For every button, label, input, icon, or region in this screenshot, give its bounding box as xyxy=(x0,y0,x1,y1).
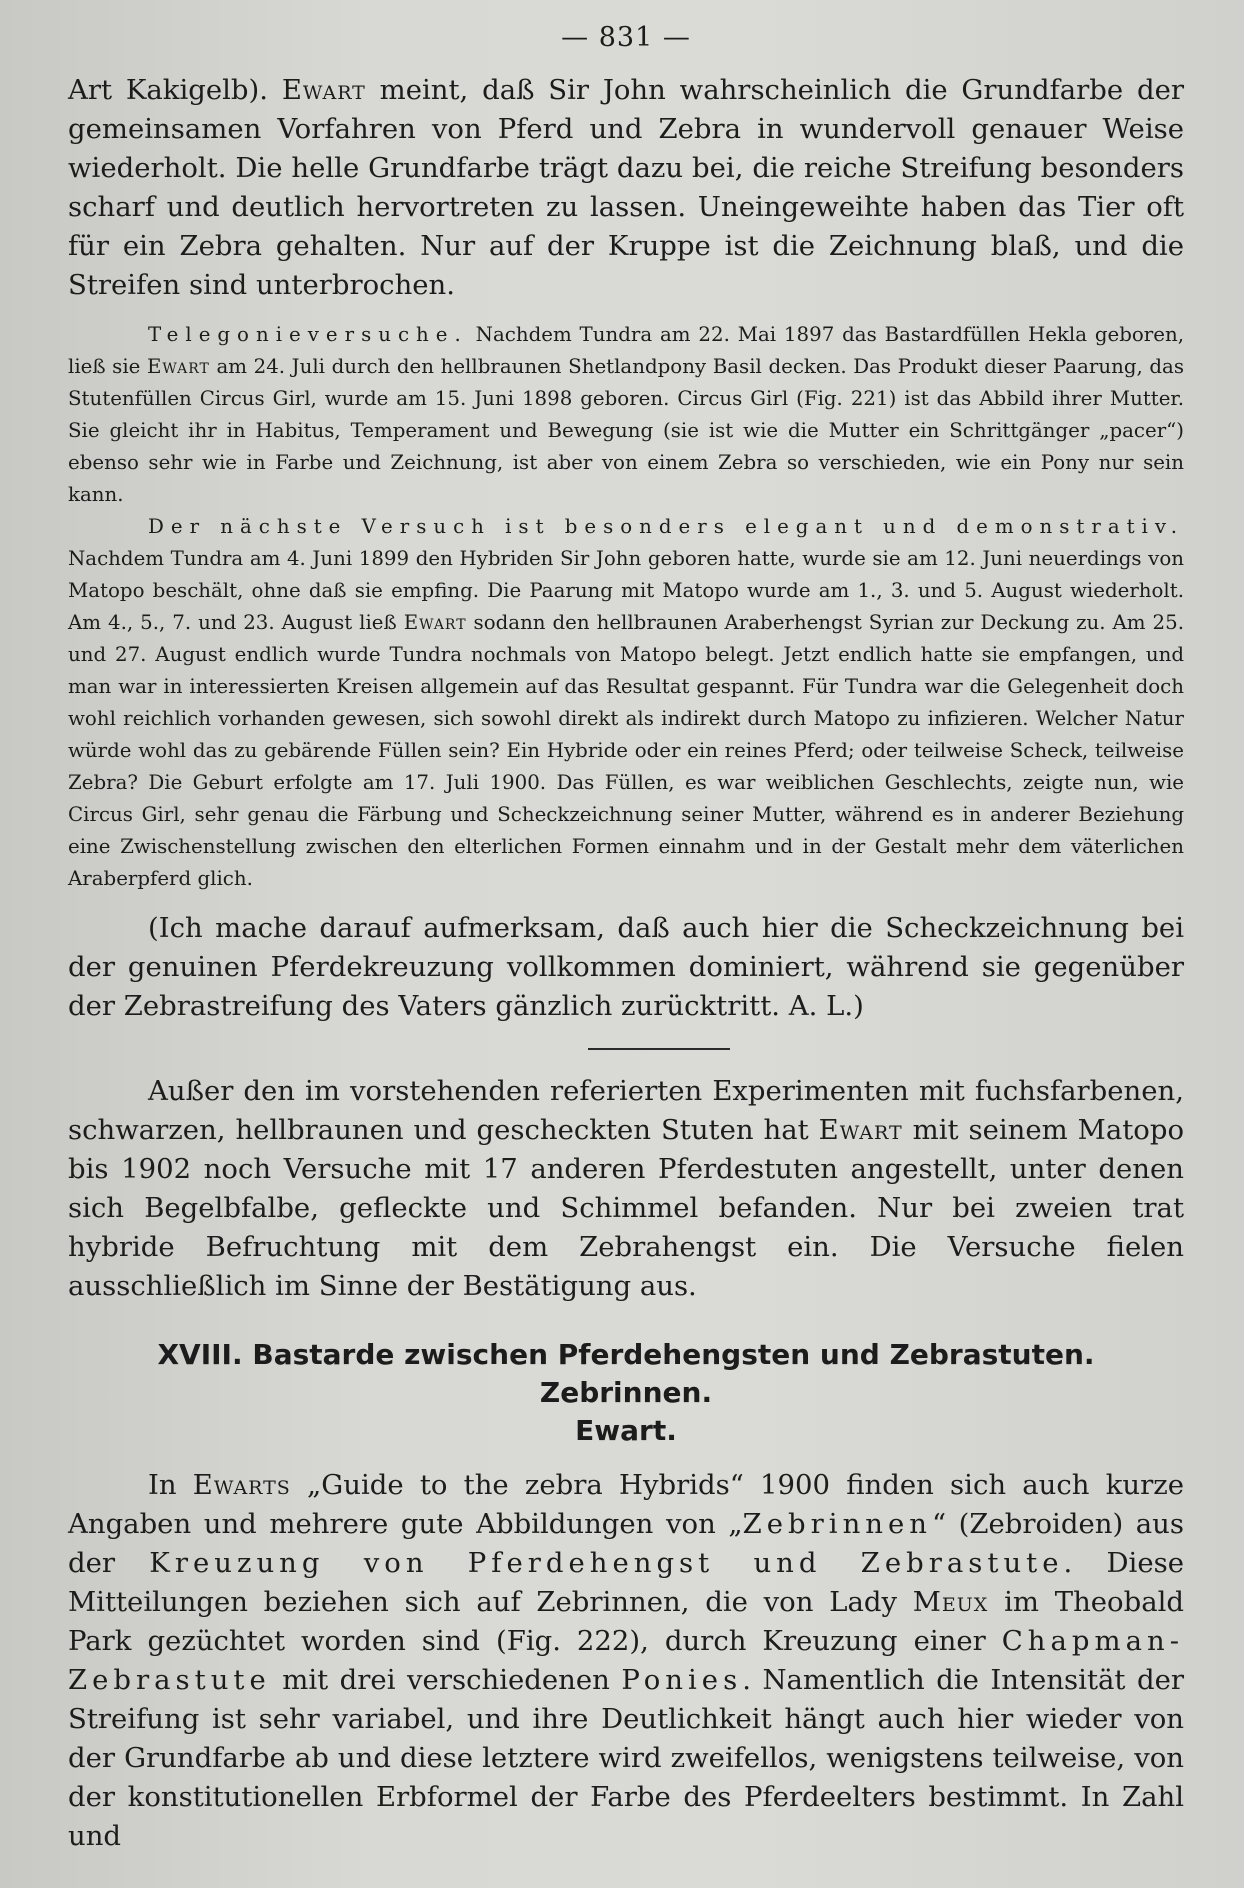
spaced-heading: Der nächste Versuch ist besonders elegant und demonstrativ. xyxy=(148,515,1184,538)
paragraph-1: Art Kakigelb). Ewart meint, daß Sir John wahrscheinlich die Grundfarbe der gemeinsamen Vorfahren von Pferd und Zebra in wundervoll genauer Weise wiederholt. Die helle Grundfarbe trägt dazu bei, die reiche Streifung besonders scharf und deutlich hervortreten zu lassen. Uneingeweihte haben das Tier oft für ein Zebra gehalten. Nur auf der Kruppe ist die Zeichnung blaß, und die Streifen sind unterbrochen. xyxy=(68,74,1184,301)
spaced-term: Chapman-Zebrastute xyxy=(68,1625,1184,1696)
paragraph-summary: Außer den im vorstehenden referierten Experimenten mit fuchsfarbenen, schwarzen, hellbraunen und gescheckten Stuten hat Ewart mit seinem Matopo bis 1902 noch Versuche mit 17 anderen Pferdestuten angestellt, unter denen sich Begelbfalbe, gefleckte und Schimmel befanden. Nur bei zweien trat hybride Befruchtung mit dem Zebrahengst ein. Die Versuche fielen ausschließlich im Sinne der Bestätigung aus. xyxy=(68,1075,1184,1302)
spaced-term: Ponies xyxy=(621,1664,743,1696)
section-divider xyxy=(588,1048,730,1050)
author-name: Ewart xyxy=(146,355,210,378)
section-heading-line-1: XVIII. Bastarde zwischen Pferdehengsten und Zebrastuten. Zebrinnen. xyxy=(157,1338,1095,1409)
page-number: — 831 — xyxy=(561,22,691,53)
author-name: Ewart xyxy=(818,1114,903,1146)
person-name: Meux xyxy=(912,1586,989,1618)
author-name: Ewart xyxy=(281,74,366,106)
section-heading xyxy=(68,1336,1184,1450)
paragraph-telegonie: Telegonieversuche. Nachdem Tundra am 22. Mai 1897 das Bastardfüllen Hekla geboren, ließ sie Ewart am 24. Juli durch den hellbraunen Shetlandpony Basil decken. Das Produkt dieser Paarung, das Stutenfüllen Circus Girl, wurde am 15. Juni 1898 geboren. Circus Girl (Fig. 221) ist das Abbild ihrer Mutter. Sie gleicht ihr in Habitus, Temperament und Bewegung (sie ist wie die Mutter ein Schrittgänger „pacer“) ebenso sehr wie in Farbe und Zeichnung, ist aber von einem Zebra so verschieden, wie ein Pony nur sein kann. xyxy=(68,323,1184,506)
paragraph-zebrinnen: In Ewarts „Guide to the zebra Hybrids“ 1900 finden sich auch kurze Angaben und mehrere gute Abbildungen von „Zebrinnen“ (Zebroiden) aus der Kreuzung von Pferdehengst und Zebrastute. Diese Mitteilungen beziehen sich auf Zebrinnen, die von Lady Meux im Theobald Park gezüchtet worden sind (Fig. 222), durch Kreuzung einer Chapman-Zebrastute mit drei verschiedenen Ponies. Namentlich die Intensität der Streifung ist sehr variabel, und ihre Deutlichkeit hängt auch hier wieder von der Grundfarbe ab und diese letztere wird zweifellos, wenigstens teilweise, von der konstitutionellen Erbformel der Farbe des Pferdeelters bestimmt. In Zahl und xyxy=(68,1469,1185,1852)
spaced-term: Kreuzung von Pferdehengst und Zebrastute xyxy=(149,1547,1064,1579)
spaced-term: Zebrinnen xyxy=(742,1508,932,1540)
section-heading-line-2: Ewart. xyxy=(575,1414,677,1447)
paragraph-note: (Ich mache darauf aufmerksam, daß auch hier die Scheckzeichnung bei der genuinen Pferdekreuzung vollkommen dominiert, während sie gegenüber der Zebrastreifung des Vaters gänzlich zurücktritt. A. L.) xyxy=(68,912,1184,1022)
author-name: Ewart xyxy=(403,611,467,634)
paragraph-versuch: Der nächste Versuch ist besonders elegant und demonstrativ. Nachdem Tundra am 4. Juni 1899 den Hybriden Sir John geboren hatte, wurde sie am 12. Juni neuerdings von Matopo beschält, ohne daß sie empfing. Die Paarung mit Matopo wurde am 1., 3. und 5. August wiederholt. Am 4., 5., 7. und 23. August ließ Ewart sodann den hellbraunen Araberhengst Syrian zur Deckung zu. Am 25. und 27. August endlich wurde Tundra nochmals von Matopo belegt. Jetzt endlich hatte sie empfangen, und man war in interessierten Kreisen allgemein auf das Resultat gespannt. Für Tundra war die Gelegenheit doch wohl reichlich vorhanden gewesen, sich sowohl direkt als indirekt durch Matopo zu infizieren. Welcher Natur würde wohl das zu gebärende Füllen sein? Ein Hybride oder ein reines Pferd; oder teilweise Scheck, teilweise Zebra? Die Geburt erfolgte am 17. Juli 1900. Das Füllen, es war weiblichen Geschlechts, zeigte nun, wie Circus Girl, sehr genau die Färbung und Scheckzeichnung seiner Mutter, während es in anderer Beziehung eine Zwischenstellung zwischen den elterlichen Formen einnahm und in der Gestalt mehr dem väterlichen Araberpferd glich. xyxy=(68,515,1184,890)
spaced-heading: Telegonieversuche. xyxy=(148,323,468,346)
author-name: Ewarts xyxy=(192,1469,291,1501)
